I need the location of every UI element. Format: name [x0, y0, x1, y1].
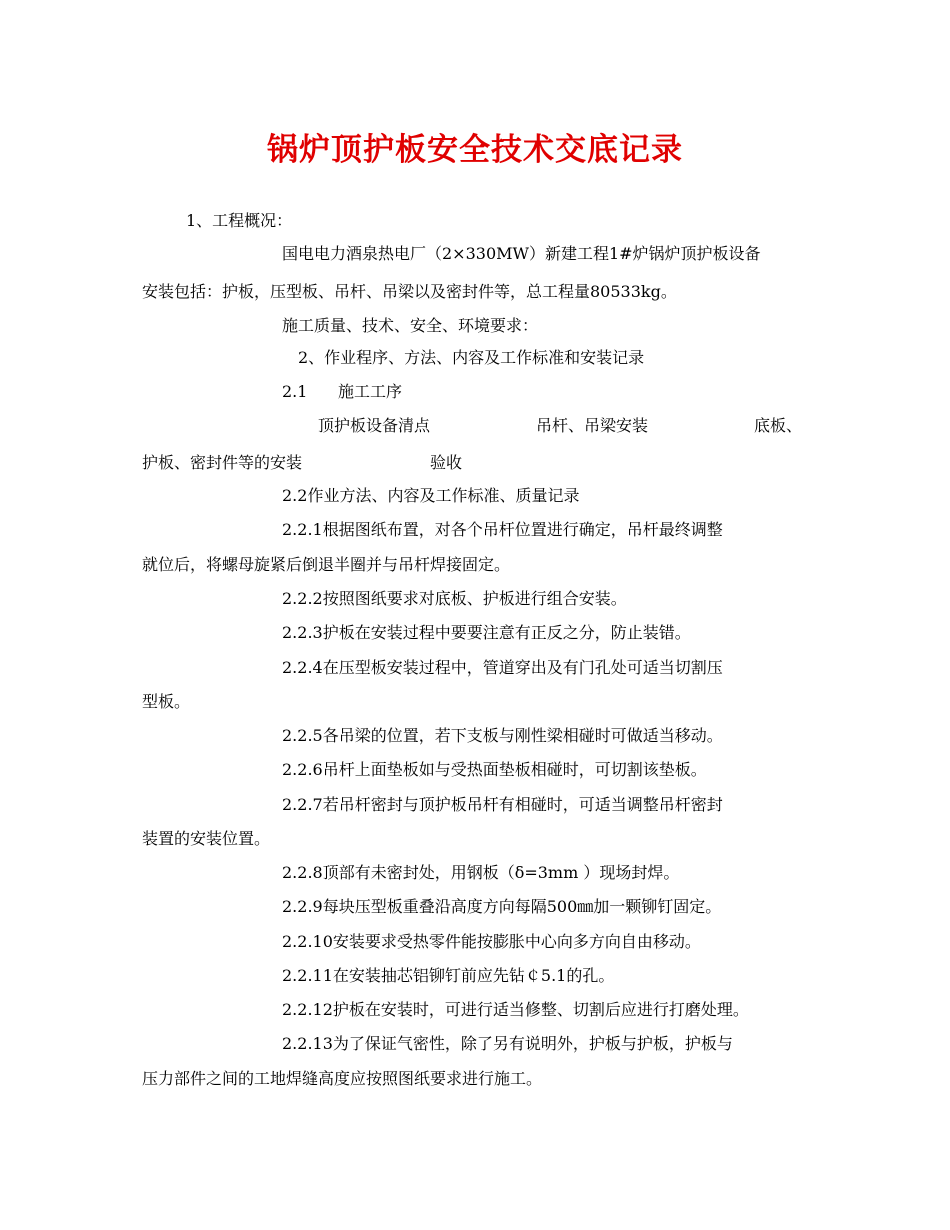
- item-2-2-3: 2.2.3护板在安装过程中要要注意有正反之分，防止装错。: [282, 623, 691, 642]
- section-2-1-title: 施工工序: [338, 382, 403, 401]
- item-2-2-13-line-1: 2.2.13为了保证气密性，除了另有说明外，护板与护板，护板与: [282, 1034, 733, 1053]
- overview-line-2: 安装包括：护板，压型板、吊杆、吊梁以及密封件等，总工程量80533kg。: [142, 282, 677, 301]
- flow-step-4: 验收: [430, 453, 463, 472]
- flow-step-2: 吊杆、吊梁安装: [536, 416, 649, 435]
- item-2-2-4-line-1: 2.2.4在压型板安装过程中，管道穿出及有门孔处可适当切割压: [282, 658, 723, 677]
- item-2-2-12: 2.2.12护板在安装时，可进行适当修整、切割后应进行打磨处理。: [282, 1000, 749, 1019]
- item-2-2-13-line-2: 压力部件之间的工地焊缝高度应按照图纸要求进行施工。: [142, 1069, 543, 1088]
- section-1-heading: 1、工程概况：: [186, 211, 293, 230]
- item-2-2-1-line-2: 就位后，将螺母旋紧后倒退半圈并与吊杆焊接固定。: [142, 555, 511, 574]
- item-2-2-9: 2.2.9每块压型板重叠沿高度方向每隔500㎜加一颗铆钉固定。: [282, 897, 722, 916]
- section-2-1-number: 2.1: [282, 382, 308, 401]
- document-title: 锅炉顶护板安全技术交底记录: [267, 132, 683, 168]
- item-2-2-6: 2.2.6吊杆上面垫板如与受热面垫板相碰时，可切割该垫板。: [282, 760, 707, 779]
- item-2-2-7-line-1: 2.2.7若吊杆密封与顶护板吊杆有相碰时，可适当调整吊杆密封: [282, 795, 723, 814]
- section-2-2: 2.2作业方法、内容及工作标准、质量记录: [282, 486, 580, 505]
- item-2-2-7-line-2: 装置的安装位置。: [142, 829, 271, 848]
- item-2-2-2: 2.2.2按照图纸要求对底板、护板进行组合安装。: [282, 589, 627, 608]
- item-2-2-8: 2.2.8顶部有未密封处，用钢板（δ=3mm ）现场封焊。: [282, 863, 680, 882]
- overview-line-1: 国电电力酒泉热电厂（2×330MW）新建工程1#炉锅炉顶护板设备: [282, 244, 761, 263]
- flow-step-3-part-2: 护板、密封件等的安装: [142, 453, 303, 472]
- item-2-2-4-line-2: 型板。: [142, 692, 191, 711]
- item-2-2-1-line-1: 2.2.1根据图纸布置，对各个吊杆位置进行确定，吊杆最终调整: [282, 520, 723, 539]
- flow-step-3-part-1: 底板、: [754, 416, 803, 435]
- item-2-2-5: 2.2.5各吊梁的位置，若下支板与刚性梁相碰时可做适当移动。: [282, 726, 723, 745]
- item-2-2-11: 2.2.11在安装抽芯铝铆钉前应先钻￠5.1的孔。: [282, 966, 615, 985]
- requirements-heading: 施工质量、技术、安全、环境要求：: [282, 316, 539, 335]
- section-2-heading: 2、作业程序、方法、内容及工作标准和安装记录: [298, 348, 645, 367]
- item-2-2-10: 2.2.10安装要求受热零件能按膨胀中心向多方向自由移动。: [282, 932, 701, 951]
- flow-step-1: 顶护板设备清点: [318, 416, 431, 435]
